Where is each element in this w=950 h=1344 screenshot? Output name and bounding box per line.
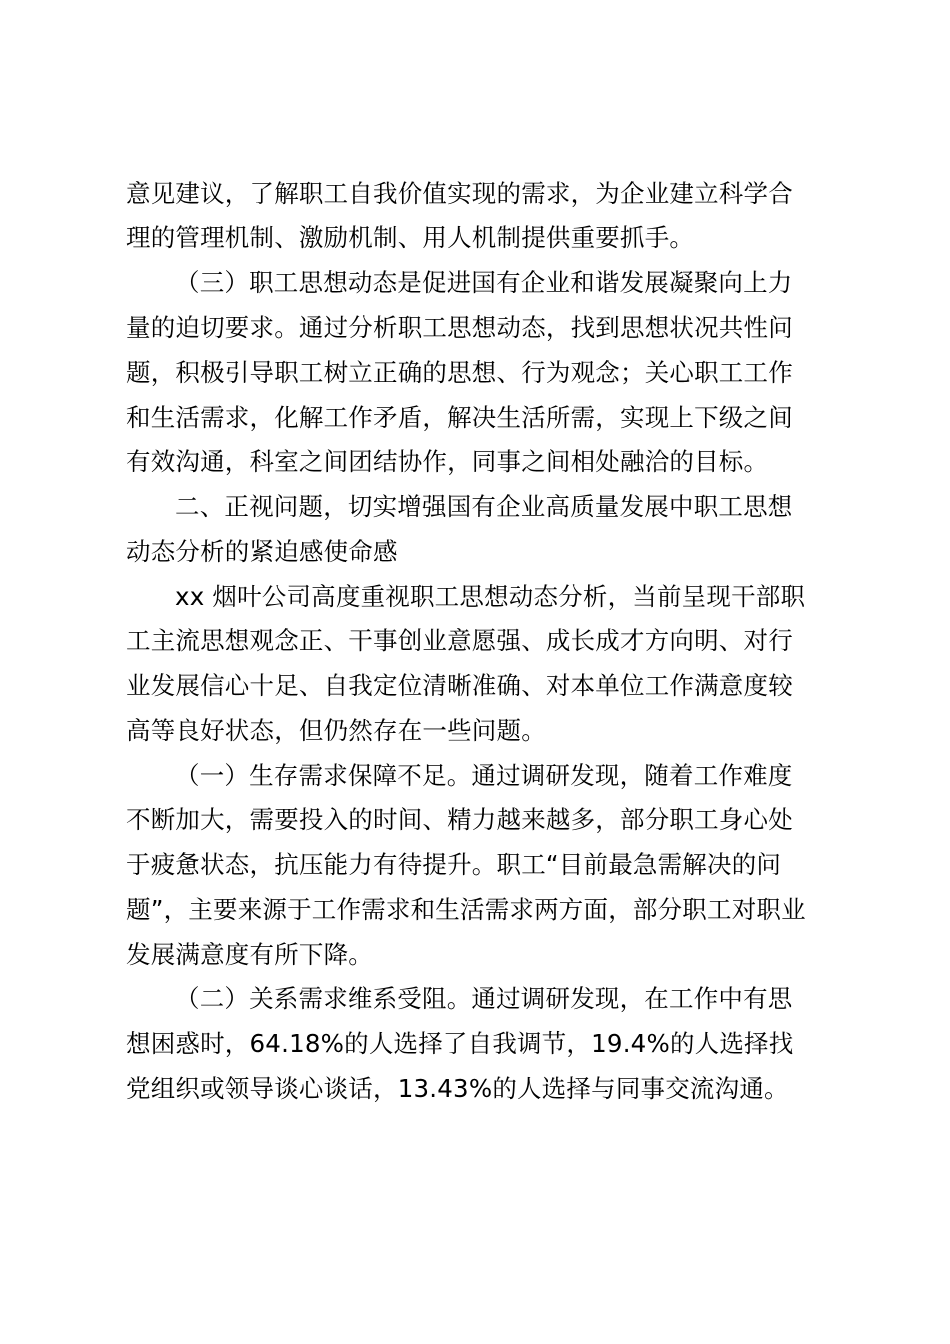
subsection-heading-1: （一）生存需求保障不足。通过调研发现，随着工作难度 [175, 761, 793, 790]
paragraph-line: 业发展信心十足、自我定位清晰准确、对本单位工作满意度较 [126, 671, 793, 700]
paragraph-line: 意见建议，了解职工自我价值实现的需求，为企业建立科学合 [126, 179, 793, 208]
section-heading-2-cont: 动态分析的紧迫感使命感 [126, 537, 398, 566]
section-heading-3: （三）职工思想动态是促进国有企业和谐发展凝聚向上力 [175, 268, 793, 297]
paragraph-line: 量的迫切要求。通过分析职工思想动态，找到思想状况共性问 [126, 313, 793, 342]
paragraph-line: 理的管理机制、激励机制、用人机制提供重要抓手。 [126, 223, 695, 252]
paragraph-line: 有效沟通，科室之间团结协作，同事之间相处融洽的目标。 [126, 447, 769, 476]
section-heading-2: 二、正视问题，切实增强国有企业高质量发展中职工思想 [175, 492, 793, 521]
paragraph-line: 题，积极引导职工树立正确的思想、行为观念；关心职工工作 [126, 358, 793, 387]
paragraph-line: 高等良好状态，但仍然存在一些问题。 [126, 716, 546, 745]
paragraph-line: 工主流思想观念正、干事创业意愿强、成长成才方向明、对行 [126, 626, 793, 655]
paragraph-line: 不断加大，需要投入的时间、精力越来越多，部分职工身心处 [126, 805, 793, 834]
paragraph-line: xx 烟叶公司高度重视职工思想动态分析，当前呈现干部职 [175, 582, 806, 611]
paragraph-line: 想困惑时，64.18%的人选择了自我调节，19.4%的人选择找 [126, 1029, 794, 1058]
paragraph-line: 和生活需求，化解工作矛盾，解决生活所需，实现上下级之间 [126, 403, 793, 432]
paragraph-line: 题”，主要来源于工作需求和生活需求两方面，部分职工对职业 [126, 895, 806, 924]
paragraph-line: 于疲惫状态，抗压能力有待提升。职工“目前最急需解决的问 [126, 850, 782, 879]
paragraph-line: 党组织或领导谈心谈话，13.43%的人选择与同事交流沟通。 [126, 1074, 789, 1103]
subsection-heading-2: （二）关系需求维系受阻。通过调研发现，在工作中有思 [175, 984, 793, 1013]
paragraph-line: 发展满意度有所下降。 [126, 940, 373, 969]
